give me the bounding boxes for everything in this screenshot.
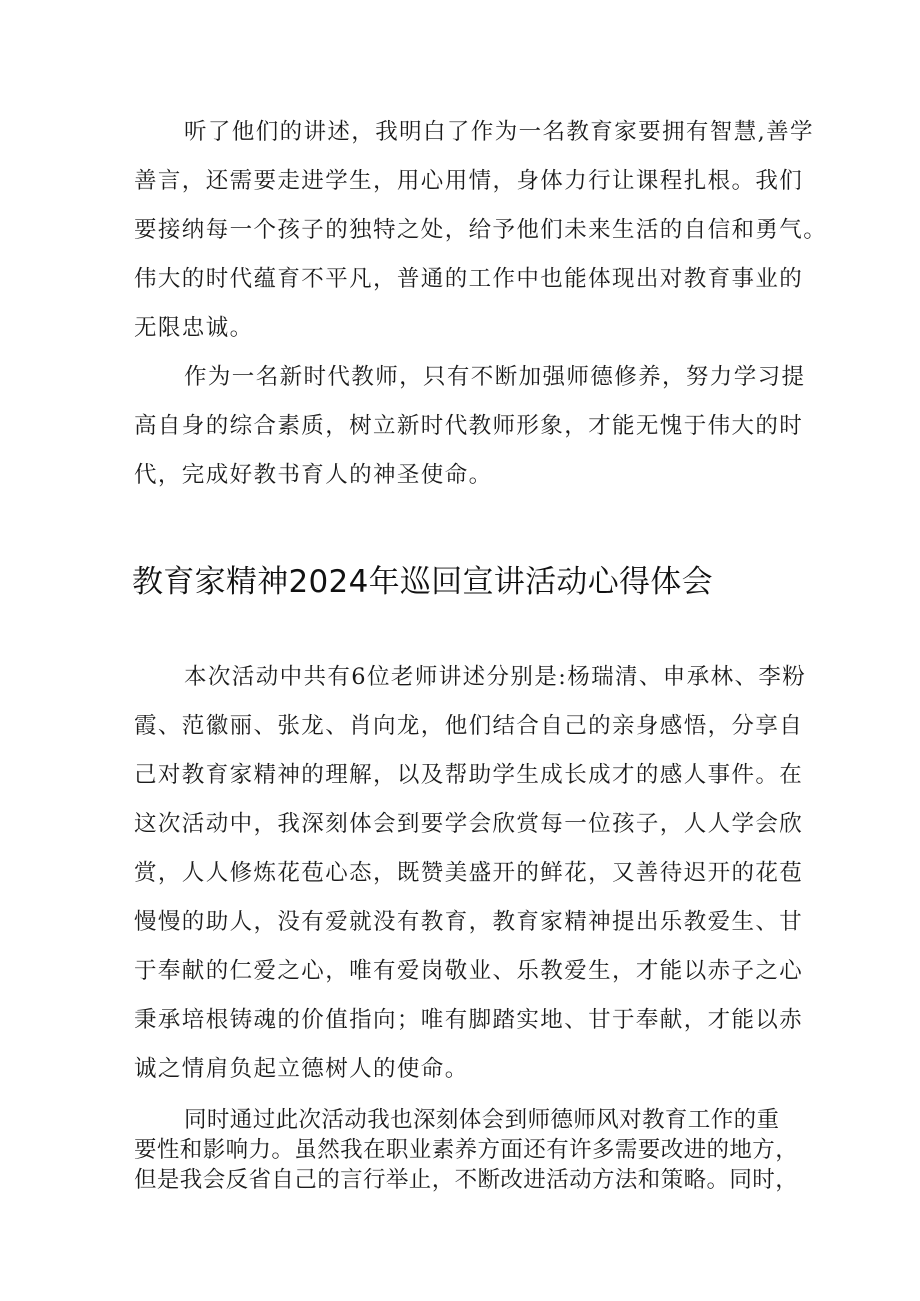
paragraph-line: 要性和影响力。虽然我在职业素养方面还有许多需要改进的地方， [134, 1137, 799, 1163]
paragraph-line: 无限忠诚。 [134, 315, 254, 341]
paragraph-line: 本次活动中共有6位老师讲述分别是:杨瑞清、申承林、李粉 [184, 664, 807, 690]
section-title: 教育家精神2024年巡回宣讲活动心得体会 [132, 564, 713, 600]
paragraph-line: 高自身的综合素质，树立新时代教师形象，才能无愧于伟大的时 [134, 413, 804, 439]
paragraph-line: 但是我会反省自己的言行举止，不断改进活动方法和策略。同时， [134, 1167, 799, 1193]
paragraph-line: 代，完成好教书育人的神圣使命。 [134, 462, 493, 488]
paragraph-line: 同时通过此次活动我也深刻体会到师德师风对教育工作的重 [184, 1107, 780, 1133]
paragraph-line: 赏，人人修炼花苞心态，既赞美盛开的鲜花，又善待迟开的花苞 [134, 860, 804, 886]
paragraph-line: 作为一名新时代教师，只有不断加强师德修养，努力学习提 [184, 364, 806, 390]
paragraph-line: 秉承培根铸魂的价值指向；唯有脚踏实地、甘于奉献，才能以赤 [134, 1007, 804, 1033]
paragraph-line: 善言，还需要走进学生，用心用情，身体力行让课程扎根。我们 [134, 168, 804, 194]
paragraph-line: 这次活动中，我深刻体会到要学会欣赏每一位孩子，人人学会欣 [134, 811, 804, 837]
paragraph-line: 听了他们的讲述，我明白了作为一名教育家要拥有智慧,善学 [184, 119, 814, 145]
paragraph-line: 于奉献的仁爱之心，唯有爱岗敬业、乐教爱生，才能以赤子之心 [134, 958, 804, 984]
paragraph-line: 霞、范徽丽、张龙、肖向龙，他们结合自己的亲身感悟，分享自 [134, 713, 804, 739]
paragraph-line: 己对教育家精神的理解，以及帮助学生成长成才的感人事件。在 [134, 762, 804, 788]
paragraph-line: 伟大的时代蕴育不平凡，普通的工作中也能体现出对教育事业的 [134, 266, 804, 292]
paragraph-line: 要接纳每一个孩子的独特之处，给予他们未来生活的自信和勇气。 [134, 217, 828, 243]
paragraph-line: 慢慢的助人，没有爱就没有教育，教育家精神提出乐教爱生、甘 [134, 909, 804, 935]
paragraph-line: 诚之情肩负起立德树人的使命。 [134, 1056, 469, 1082]
